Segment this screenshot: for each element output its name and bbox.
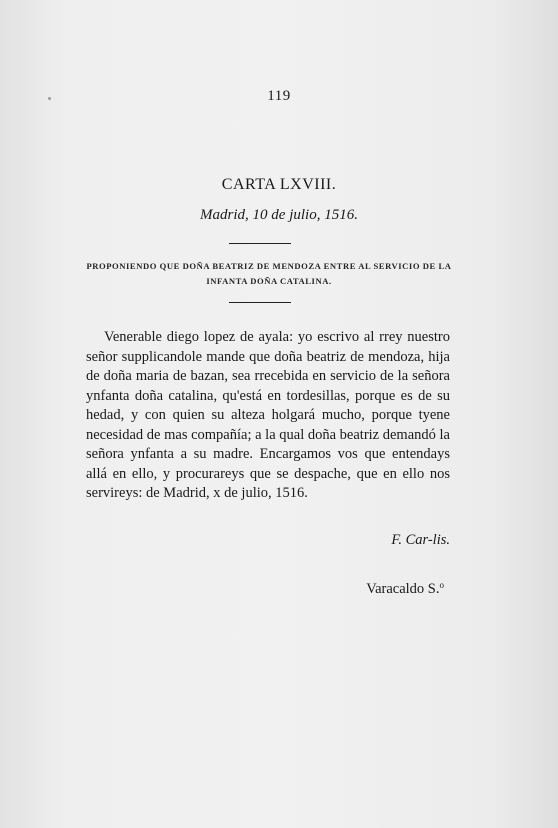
countersign-superscript: o [439, 580, 444, 590]
letter-body: Venerable diego lopez de ayala: yo escrivo al rrey nuestro señor supplicandole mande que doña beatriz de mendoza, hija de doña maria de bazan, sea rrecebida en servicio de la señora ynfanta doña catalina, qu'está en tordesillas, porque es de su hedad, y con quien su alteza holgará mucho, porque tyene necesidad de mas compañía; a la qual doña beatriz demandó la señora ynfanta a su madre. Encargamos vos que entendays allá en ello, y procurareys que se despache, que en ello nos servireys: de Madrid, x de julio, 1516. [86, 329, 450, 501]
letter-date-place: Madrid, [200, 207, 249, 223]
letter-date [0, 207, 558, 224]
letter-summary: PROPONIENDO QUE DOÑA BEATRIZ DE MENDOZA ENTRE AL SERVICIO DE LA INFANTA DOÑA CATALINA. [86, 261, 452, 286]
letter-date-rest: 10 de julio, 1516. [248, 207, 358, 223]
page-number: 119 [267, 88, 291, 104]
countersign-name: Varacaldo S. [366, 581, 440, 597]
countersignature [366, 580, 444, 598]
letter-title: CARTA LXVIII. [221, 176, 337, 193]
divider-rule-top [229, 243, 291, 244]
signature: F. Car-lis. [391, 532, 450, 548]
divider-rule-bottom [229, 302, 291, 303]
